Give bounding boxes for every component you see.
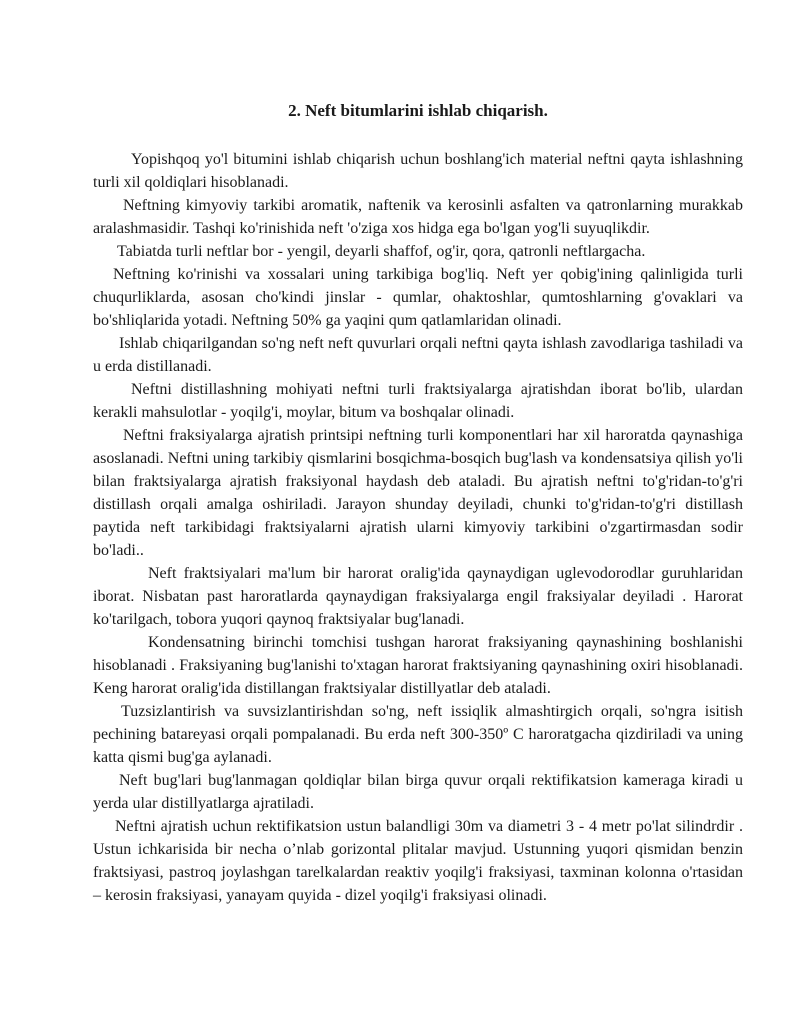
document-page bbox=[93, 100, 743, 907]
paragraph: Neftni distillashning mohiyati neftni turli fraktsiyalarga ajratishdan iborat bo'lib, ulardan kerakli mahsulotlar - yoqilg'i, moylar, bitum va boshqalar olinadi. bbox=[93, 381, 743, 421]
paragraph: Neftning kimyoviy tarkibi aromatik, naftenik va kerosinli asfalten va qatronlarning murakkab aralashmasidir. Tashqi ko'rinishida neft 'o'ziga xos hidga ega bo'lgan yog'li suyuqlikdir. bbox=[93, 197, 743, 237]
paragraph: Kondensatning birinchi tomchisi tushgan harorat fraksiyaning qaynashining boshlanishi hisoblanadi . Fraksiyaning bug'lanishi to'xtagan harorat fraktsiyaning qaynashining oxiri hisoblanadi. Keng harorat oralig'ida distillangan fraktsiyalar distillyatlar deb ataladi. bbox=[93, 634, 743, 697]
paragraph: Yopishqoq yo'l bitumini ishlab chiqarish uchun boshlang'ich material neftni qayta ishlashning turli xil qoldiqlari hisoblanadi. bbox=[93, 151, 743, 191]
paragraph: Tabiatda turli neftlar bor - yengil, deyarli shaffof, og'ir, qora, qatronli neftlargacha. bbox=[117, 243, 646, 260]
paragraph: Neft fraktsiyalari ma'lum bir harorat oralig'ida qaynaydigan uglevodorodlar guruhlaridan iborat. Nisbatan past haroratlarda qaynaydigan fraksiyalarga engil fraksiyalar deyiladi . Harorat ko'tarilgach, tobora yuqori qaynoq fraktsiyalar bug'lanadi. bbox=[93, 565, 743, 628]
section-title: 2. Neft bitumlarini ishlab chiqarish. bbox=[288, 101, 548, 120]
paragraph: Ishlab chiqarilgandan so'ng neft neft quvurlari orqali neftni qayta ishlash zavodlariga tashiladi va u erda distillanadi. bbox=[93, 335, 743, 375]
paragraph: Neft bug'lari bug'lanmagan qoldiqlar bilan birga quvur orqali rektifikatsion kameraga kiradi u yerda ular distillyatlarga ajratiladi. bbox=[93, 772, 743, 812]
paragraph: Neftni fraksiyalarga ajratish printsipi neftning turli komponentlari har xil haroratda qaynashiga asoslanadi. Neftni uning tarkibiy qismlarini bosqichma-bosqich bug'lash va kondensatsiya qilish yo'li bilan fraktsiyalarga ajratish fraksiyonal haydash deb ataladi. Bu ajratish neftni to'g'ridan-to'g'ri distillash orqali amalga oshiriladi. Jarayon shunday deyiladi, chunki to'g'ridan-to'g'ri distillash paytida neft tarkibidagi fraktsiyalarni ajratish ularni kimyoviy tarkibini o'zgartirmasdan sodir bo'ladi.. bbox=[93, 427, 743, 559]
paragraph: Neftni ajratish uchun rektifikatsion ustun balandligi 30m va diametri 3 - 4 metr po'lat silindrdir . Ustun ichkarisida bir necha o’nlab gorizontal plitalar mavjud. Ustunning yuqori qismidan benzin fraktsiyasi, pastroq joylashgan tarelkalardan reaktiv yoqilg'i fraksiyasi, taxminan kolonna o'rtasidan – kerosin fraksiyasi, yanayam quyida - dizel yoqilg'i fraksiyasi olinadi. bbox=[93, 818, 743, 904]
paragraph: Neftning ko'rinishi va xossalari uning tarkibiga bog'liq. Neft yer qobig'ining qalinligida turli chuqurliklarda, asosan cho'kindi jinslar - qumlar, ohaktoshlar, qumtoshlarning g'ovaklari va bo'shliqlarida yotadi. Neftning 50% ga yaqini qum qatlamlaridan olinadi. bbox=[93, 266, 743, 329]
paragraph: Tuzsizlantirish va suvsizlantirishdan so'ng, neft issiqlik almashtirgich orqali, so'ngra isitish pechining batareyasi orqali pompalanadi. Bu erda neft 300-350º C haroratgacha qizdiriladi va uning katta qismi bug'ga aylanadi. bbox=[93, 703, 743, 766]
